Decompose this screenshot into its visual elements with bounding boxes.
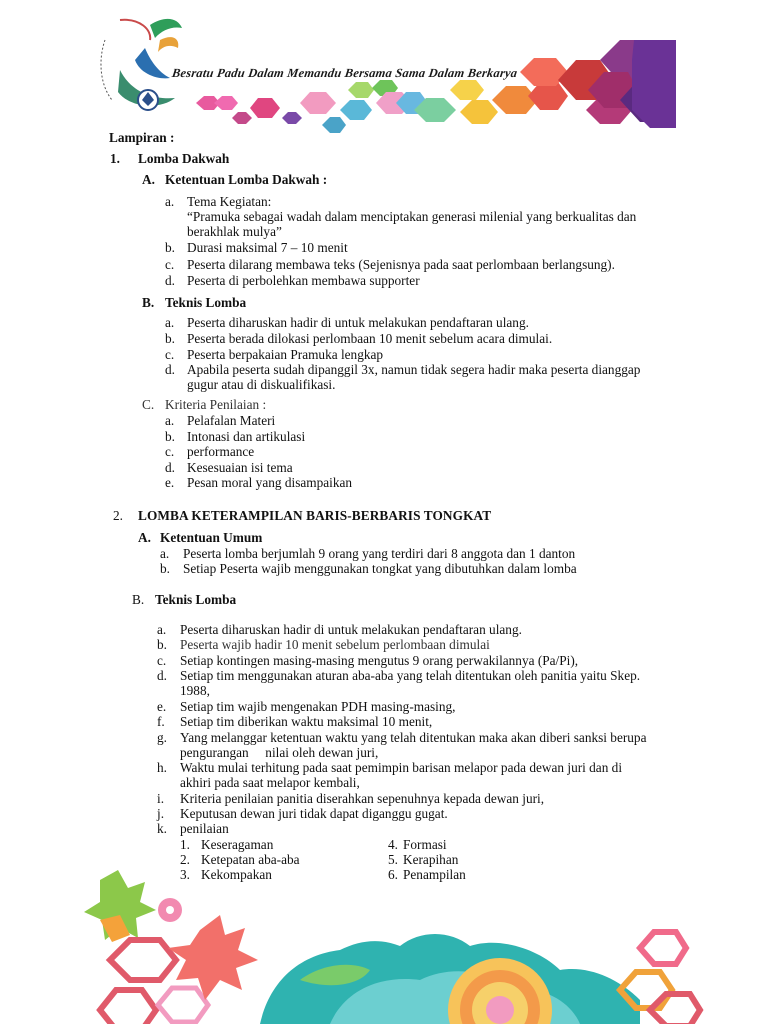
s1a-item-text: Peserta di perbolehkan membawa supporter — [187, 273, 420, 288]
s1c-label: C. — [142, 397, 155, 412]
s2b-item-text: 1988, — [180, 683, 210, 698]
s2b-item-marker: a. — [157, 622, 167, 637]
criteria-number: 2. — [180, 852, 190, 867]
criteria-number: 4. — [388, 837, 398, 852]
s1b-label: B. — [142, 295, 155, 310]
s1b-item-text: gugur atau di diskualifikasi. — [187, 377, 336, 392]
s2b-item-marker: d. — [157, 668, 167, 683]
criteria-number: 6. — [388, 867, 398, 882]
criteria-label: Keseragaman — [201, 837, 274, 852]
s1a-item-text: Durasi maksimal 7 – 10 menit — [187, 240, 348, 255]
hexagon-band — [196, 40, 676, 133]
s1a-item-marker: a. — [165, 194, 175, 209]
criteria-label: Kerapihan — [403, 852, 459, 867]
footer-decoration — [0, 860, 768, 1024]
criteria-label: Penampilan — [403, 867, 466, 882]
s2b-item-text: pengurangan nilai oleh dewan juri, — [180, 745, 379, 760]
s2b-label: B. — [132, 592, 145, 607]
s2b-item-text: Keputusan dewan juri tidak dapat diganggu gugat. — [180, 806, 448, 821]
s1b-item-text: Peserta berpakaian Pramuka lengkap — [187, 347, 384, 362]
s2a-item-text: Peserta lomba berjumlah 9 orang yang terdiri dari 8 anggota dan 1 danton — [183, 546, 576, 561]
s2b-item-text: penilaian — [180, 821, 229, 836]
s1b-item-text: Apabila peserta sudah dipanggil 3x, namun tidak segera hadir maka peserta dianggap — [187, 362, 641, 377]
s2a-item-marker: a. — [160, 546, 170, 561]
section2-number: 2. — [113, 508, 123, 523]
criteria-number: 3. — [180, 867, 190, 882]
scout-logo — [101, 19, 182, 110]
s2b-item-text: Setiap tim menggunakan aturan aba-aba yang telah ditentukan oleh panitia yaitu Skep. — [180, 668, 641, 683]
s1a-item-marker: c. — [165, 257, 175, 272]
s2b-item-text: Setiap tim wajib mengenakan PDH masing-masing, — [180, 699, 456, 714]
s1a-item-marker: d. — [165, 273, 175, 288]
s1a-title: Ketentuan Lomba Dakwah : — [165, 172, 328, 187]
s2b-title: Teknis Lomba — [155, 592, 237, 607]
s1c-item-text: Kesesuaian isi tema — [187, 460, 293, 475]
s1a-item-text: berakhlak mulya” — [187, 224, 282, 239]
s1c-item-text: Intonasi dan artikulasi — [187, 429, 306, 444]
s1b-title: Teknis Lomba — [165, 295, 247, 310]
s1c-item-marker: d. — [165, 460, 175, 475]
s2b-item-marker: h. — [157, 760, 167, 775]
s2b-item-marker: b. — [157, 637, 167, 652]
s1c-item-marker: a. — [165, 413, 175, 428]
criteria-number: 5. — [388, 852, 398, 867]
section1-number: 1. — [110, 151, 120, 166]
s1c-item-marker: e. — [165, 475, 175, 490]
s2a-label: A. — [138, 530, 151, 545]
s2b-item-text: Setiap kontingen masing-masing mengutus 9 orang perwakilannya (Pa/Pi), — [180, 653, 579, 668]
s1a-item-marker: b. — [165, 240, 175, 255]
criteria-label: Ketepatan aba-aba — [201, 852, 300, 867]
s1a-label: A. — [142, 172, 155, 187]
s2b-item-marker: c. — [157, 653, 167, 668]
s2b-item-text: Yang melanggar ketentuan waktu yang telah ditentukan maka akan diberi sanksi berupa — [180, 730, 647, 745]
s2a-title: Ketentuan Umum — [160, 530, 263, 545]
s2b-item-marker: f. — [157, 714, 165, 729]
s1b-item-text: Peserta diharuskan hadir di untuk melakukan pendaftaran ulang. — [187, 315, 529, 330]
criteria-label: Kekompakan — [201, 867, 272, 882]
s1a-item-text: “Pramuka sebagai wadah dalam menciptakan generasi milenial yang berkualitas dan — [187, 209, 637, 224]
s2b-item-marker: k. — [157, 821, 167, 836]
s2b-item-text: Peserta diharuskan hadir di untuk melakukan pendaftaran ulang. — [180, 622, 522, 637]
section1-title: Lomba Dakwah — [138, 151, 230, 166]
s2b-item-text: Waktu mulai terhitung pada saat pemimpin barisan melapor pada dewan juri dan di — [180, 760, 623, 775]
s1b-item-marker: d. — [165, 362, 175, 377]
s1b-item-text: Peserta berada dilokasi perlombaan 10 menit sebelum acara dimulai. — [187, 331, 553, 346]
s1b-item-marker: c. — [165, 347, 175, 362]
s1b-item-marker: b. — [165, 331, 175, 346]
s1c-item-text: Pesan moral yang disampaikan — [187, 475, 353, 490]
s2b-item-marker: e. — [157, 699, 167, 714]
s2a-item-marker: b. — [160, 561, 170, 576]
s2b-item-text: Setiap tim diberikan waktu maksimal 10 menit, — [180, 714, 433, 729]
s1c-item-text: Pelafalan Materi — [187, 413, 276, 428]
s2a-item-text: Setiap Peserta wajib menggunakan tongkat yang dibutuhkan dalam lomba — [183, 561, 577, 576]
s2b-item-text: Peserta wajib hadir 10 menit sebelum perlombaan dimulai — [180, 637, 490, 652]
s2b-item-marker: g. — [157, 730, 167, 745]
s2b-item-text: Kriteria penilaian panitia diserahkan sepenuhnya kepada dewan juri, — [180, 791, 545, 806]
s2b-item-text: akhiri pada saat melapor kembali, — [180, 775, 360, 790]
s1a-item-text: Peserta dilarang membawa teks (Sejenisnya pada saat perlombaan berlangsung). — [187, 257, 615, 272]
s1b-item-marker: a. — [165, 315, 175, 330]
criteria-number: 1. — [180, 837, 190, 852]
s2b-item-marker: j. — [157, 806, 165, 821]
s1c-item-marker: c. — [165, 444, 175, 459]
lampiran-heading: Lampiran : — [109, 130, 175, 145]
s1c-item-marker: b. — [165, 429, 175, 444]
s2b-item-marker: i. — [157, 791, 165, 806]
section2-title: LOMBA KETERAMPILAN BARIS-BERBARIS TONGKAT — [138, 508, 492, 523]
s1a-item-text: Tema Kegiatan: — [187, 194, 272, 209]
s1c-title: Kriteria Penilaian : — [165, 397, 267, 412]
criteria-label: Formasi — [403, 837, 447, 852]
header-motto: Besratu Padu Dalam Memandu Bersama Sama Dalam Berkarya — [171, 66, 519, 80]
s1c-item-text: performance — [187, 444, 255, 459]
